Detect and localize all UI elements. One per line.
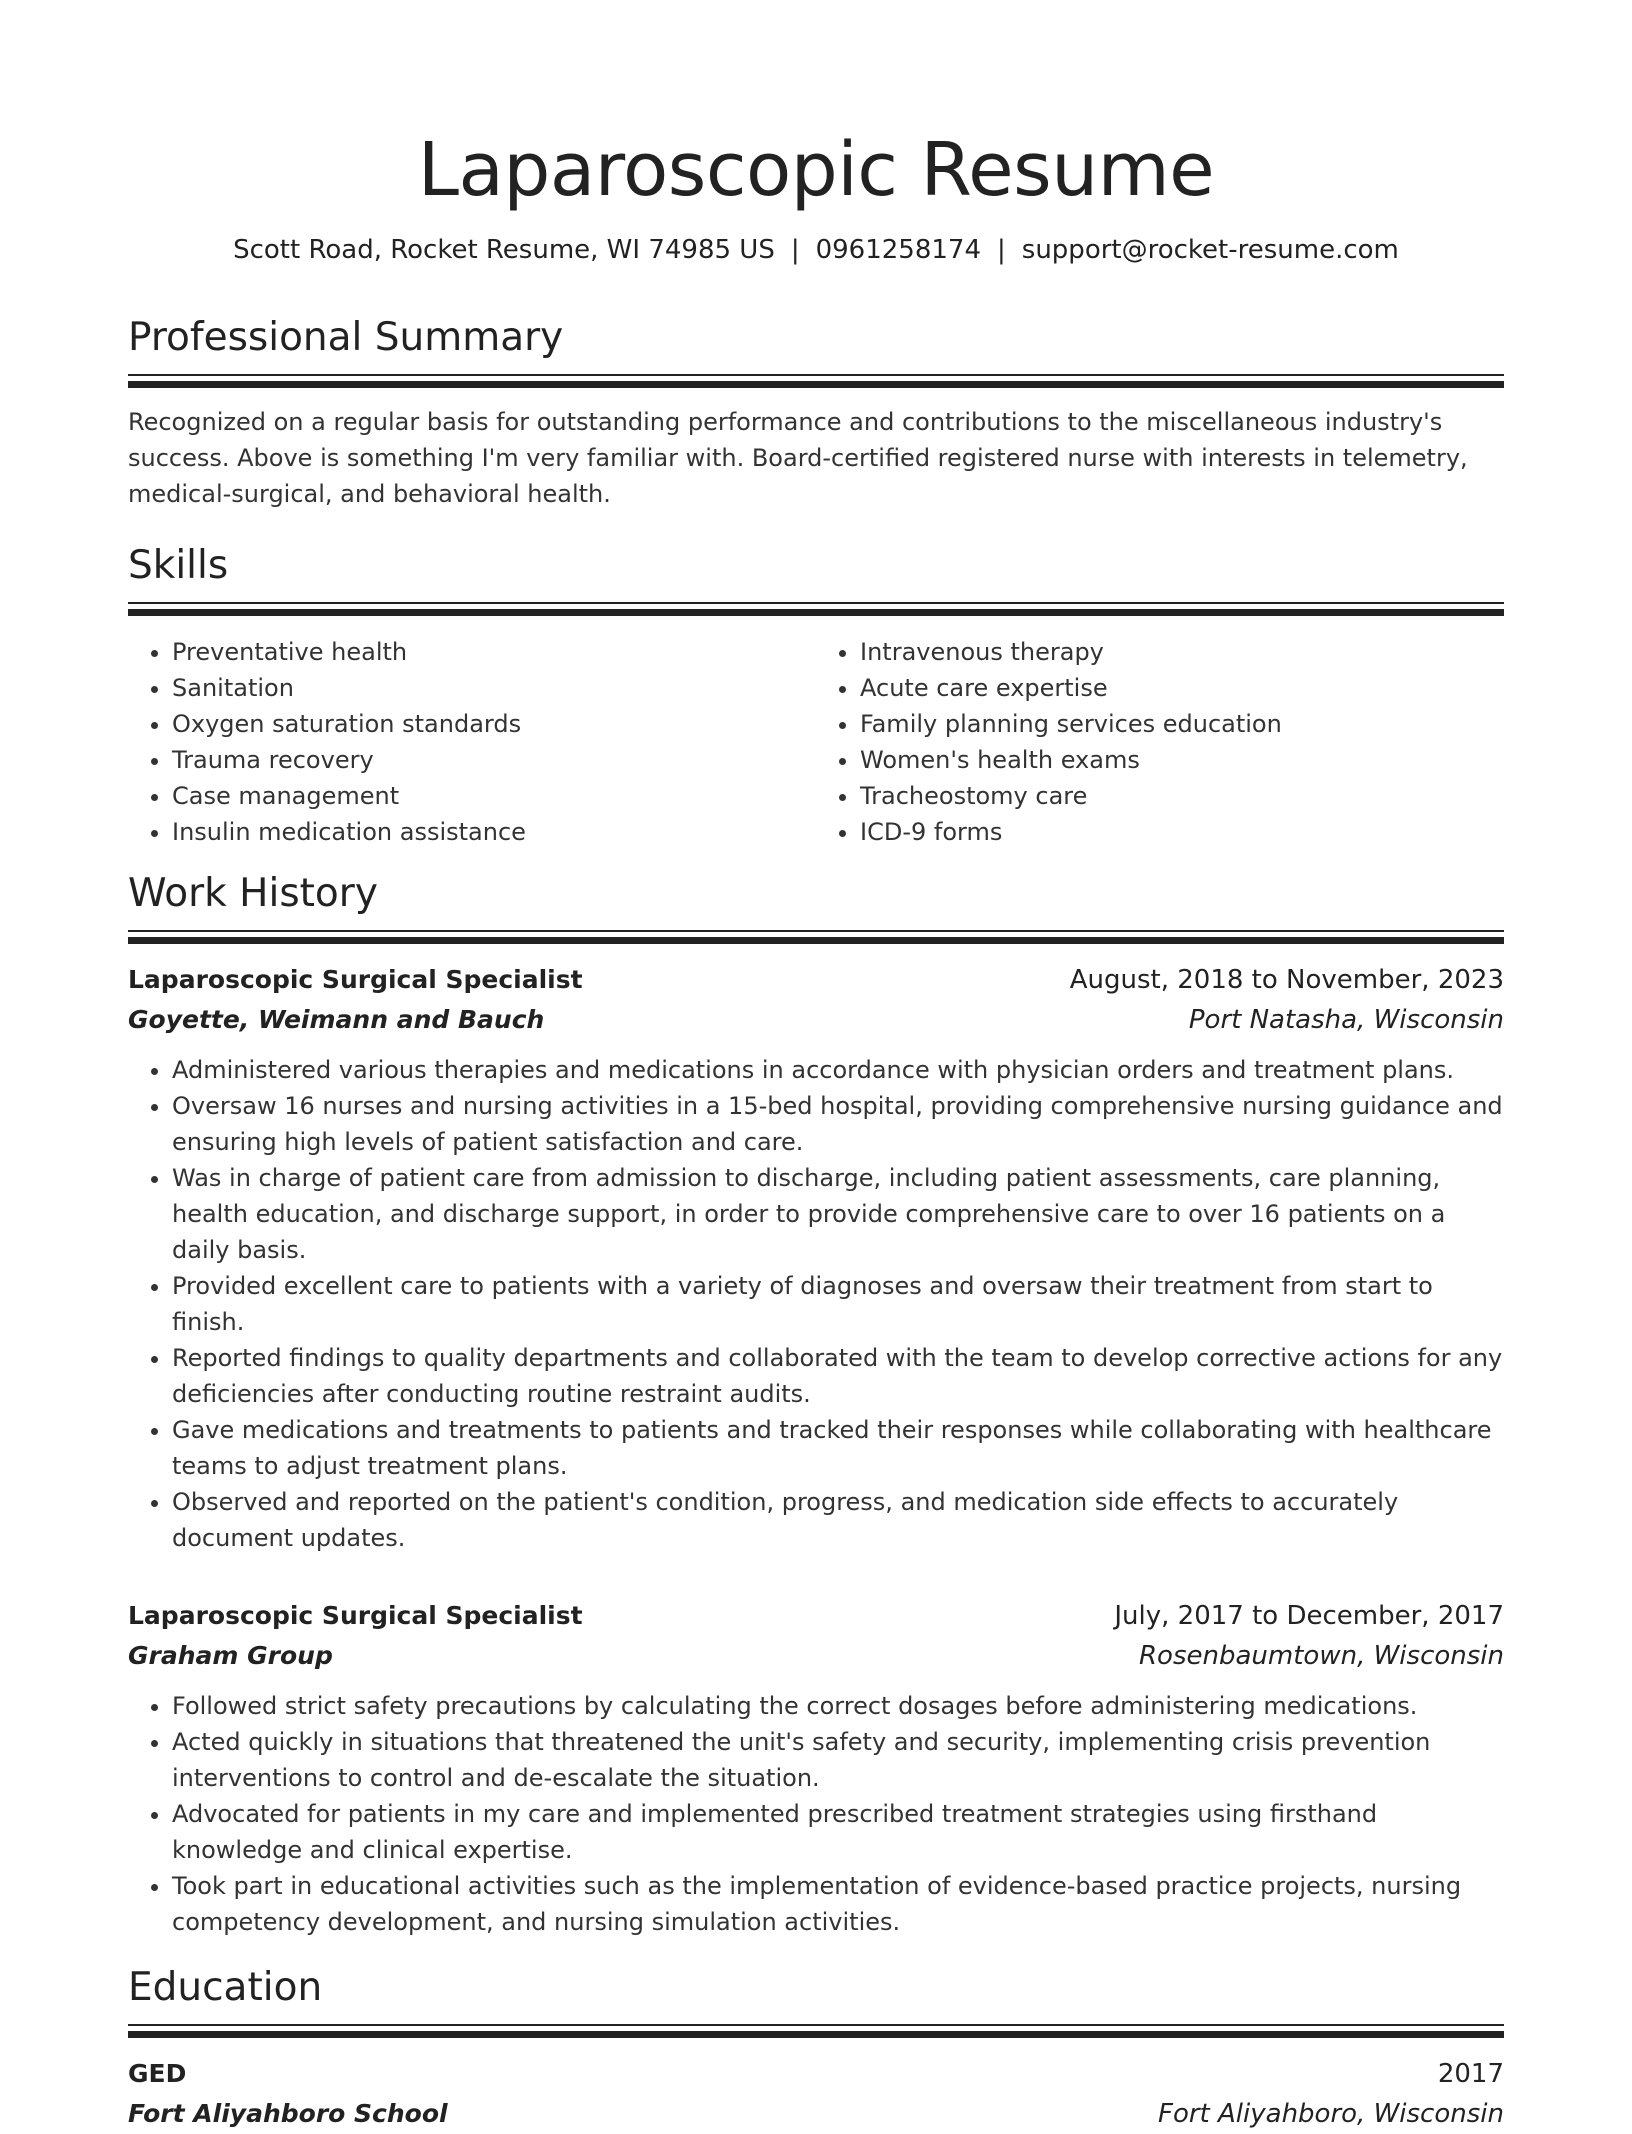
job-bullet: • Reported findings to quality departments and collaborated with the team to develop corrective actions for any deficiencies after conducting routine restraint audits. [172,1340,1504,1412]
education-school-row [128,2094,1504,2134]
job-location: Port Natasha, Wisconsin [1188,1005,1504,1035]
contact-separator: | [997,235,1006,265]
job-company: Goyette, Weimann and Bauch [128,1005,545,1034]
job-header-row [128,960,1504,1000]
job-bullets [128,1688,1504,1940]
job-title: Laparoscopic Surgical Specialist [128,1601,583,1630]
education-section [128,1962,1504,2134]
skill-item: • Preventative health [172,634,816,670]
skills-heading: Skills [128,543,229,588]
contact-separator: | [790,235,800,265]
section-divider [128,602,1504,616]
contact-email: support@rocket-resume.com [1021,235,1399,265]
job-dates: July, 2017 to December, 2017 [1114,1601,1504,1631]
contact-line [128,232,1504,268]
job-location: Rosenbaumtown, Wisconsin [1138,1641,1504,1671]
contact-phone: 0961258174 [815,235,982,265]
resume-page [128,118,1504,2134]
skill-item: • Oxygen saturation standards [172,706,816,742]
summary-heading: Professional Summary [128,315,564,360]
skill-item: • Insulin medication assistance [172,814,816,850]
job-bullet: • Administered various therapies and medications in accordance with physician orders and treatment plans. [172,1052,1504,1088]
job-dates: August, 2018 to November, 2023 [1069,965,1504,995]
job-company-row [128,1000,1504,1040]
job-company: Graham Group [128,1641,333,1670]
job-bullet: • Advocated for patients in my care and implemented prescribed treatment strategies using firsthand knowledge and clinical expertise. [172,1796,1504,1868]
job-bullet: • Took part in educational activities such as the implementation of evidence-based practice projects, nursing competency development, and nursing simulation activities. [172,1868,1504,1940]
skill-item: • Tracheostomy care [860,778,1504,814]
education-degree: GED [128,2059,187,2088]
section-divider [128,2024,1504,2038]
resume-name: Laparoscopic Resume [417,127,1215,213]
job-bullets [128,1052,1504,1556]
summary-text: Recognized on a regular basis for outstanding performance and contributions to the miscellaneous industry's success. Above is something I'm very familiar with. Board-certified registered nurse with interests in telemetry, medical-surgical, and behavioral health. [128,408,1468,508]
skill-item: • Family planning services education [860,706,1504,742]
job-bullet: • Was in charge of patient care from admission to discharge, including patient assessments, care planning, health education, and discharge support, in order to provide comprehensive care to over 16 patients on a daily basis. [172,1160,1504,1268]
skill-item: • Trauma recovery [172,742,816,778]
skills-section [128,540,1504,850]
skill-item: • Women's health exams [860,742,1504,778]
job-bullet: • Followed strict safety precautions by calculating the correct dosages before administering medications. [172,1688,1504,1724]
section-divider [128,930,1504,944]
job-entry [128,960,1504,1556]
education-school: Fort Aliyahboro School [128,2099,448,2128]
job-header-row [128,1596,1504,1636]
job-entry [128,1596,1504,1940]
skills-left-list [128,634,816,850]
skill-item: • ICD-9 forms [860,814,1504,850]
skills-columns [128,634,1504,850]
skill-item: • Sanitation [172,670,816,706]
job-bullet: • Provided excellent care to patients with a variety of diagnoses and oversaw their treatment from start to finish. [172,1268,1504,1340]
job-title: Laparoscopic Surgical Specialist [128,965,583,994]
job-bullet: • Acted quickly in situations that threatened the unit's safety and security, implementing crisis prevention interventions to control and de-escalate the situation. [172,1724,1504,1796]
education-location: Fort Aliyahboro, Wisconsin [1158,2099,1504,2129]
skill-item: • Intravenous therapy [860,634,1504,670]
contact-address: Scott Road, Rocket Resume, WI 74985 US [233,235,775,265]
job-company-row [128,1636,1504,1676]
skill-item: • Acute care expertise [860,670,1504,706]
skills-right-list [816,634,1504,850]
job-bullet: • Gave medications and treatments to patients and tracked their responses while collaborating with healthcare teams to adjust treatment plans. [172,1412,1504,1484]
section-divider [128,374,1504,388]
work-history-section [128,868,1504,1940]
education-year: 2017 [1437,2059,1504,2089]
job-bullet: • Oversaw 16 nurses and nursing activities in a 15-bed hospital, providing comprehensive nursing guidance and ensuring high levels of patient satisfaction and care. [172,1088,1504,1160]
education-heading: Education [128,1965,323,2010]
job-bullet: • Observed and reported on the patient's condition, progress, and medication side effects to accurately document updates. [172,1484,1504,1556]
education-header-row [128,2054,1504,2094]
skill-item: • Case management [172,778,816,814]
summary-section [128,312,1504,512]
work-history-heading: Work History [128,871,378,916]
education-entry [128,2054,1504,2134]
